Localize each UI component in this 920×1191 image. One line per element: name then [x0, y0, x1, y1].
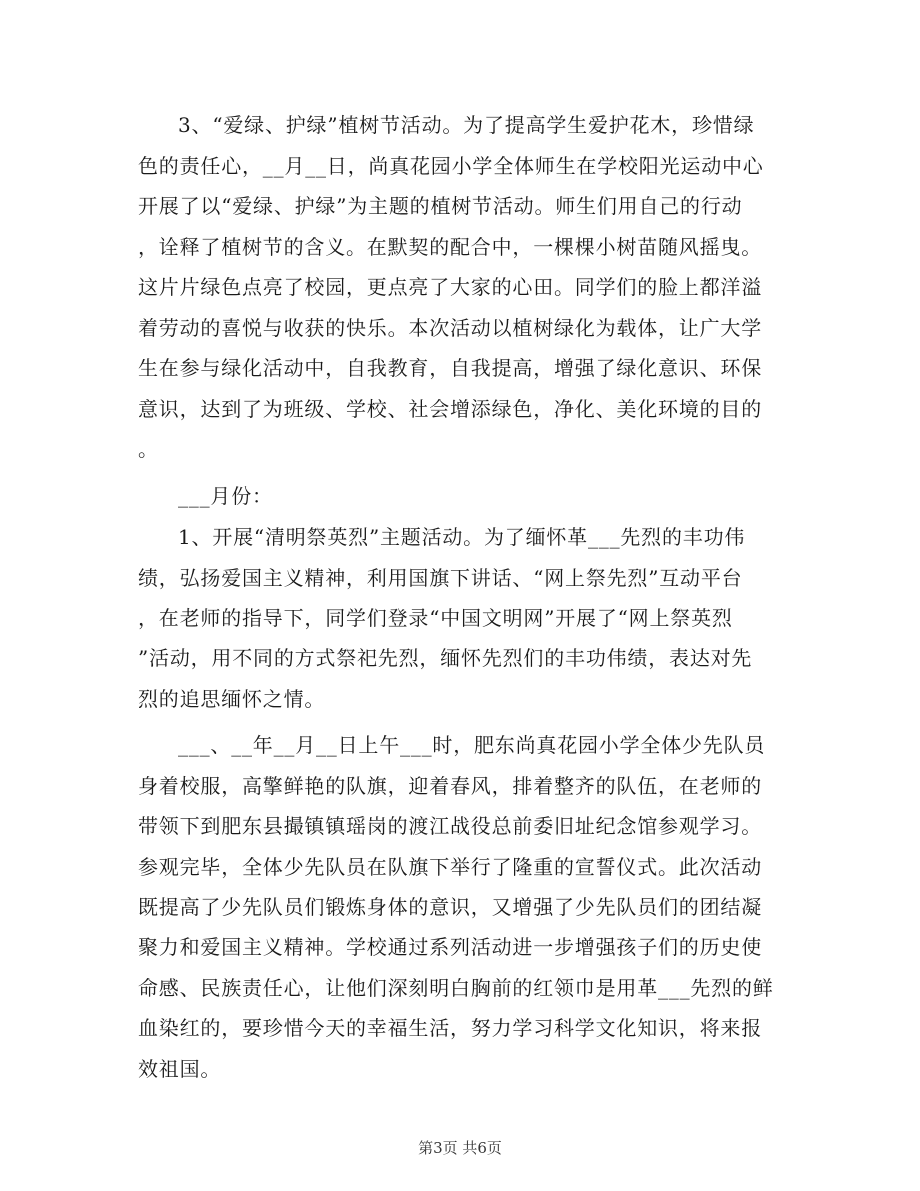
paragraph-3-line-6: 聚力和爱国主义精神。学校通过系列活动进一步增强孩子们的历史使: [138, 935, 762, 959]
paragraph-3-line-5: 既提高了少先队员们锻炼身体的意识，又增强了少先队员们的团结凝: [138, 895, 762, 919]
paragraph-1-line-5: 这片片绿色点亮了校园，更点亮了大家的心田。同学们的脸上都洋溢: [138, 275, 762, 299]
paragraph-3-line-1: ___、__年__月__日上午___时，肥东尚真花园小学全体少先队员: [178, 733, 766, 757]
page-number-footer: 第3页 共6页: [418, 1139, 502, 1157]
paragraph-2-line-2: 绩，弘扬爱国主义精神，利用国旗下讲话、“网上祭先烈”互动平台: [138, 566, 743, 590]
paragraph-3-line-2: 身着校服，高擎鲜艳的队旗，迎着春风，排着整齐的队伍，在老师的: [138, 774, 762, 798]
paragraph-2-line-3: ，在老师的指导下，同学们登录“中国文明网”开展了“网上祭英烈: [138, 606, 733, 630]
paragraph-3-line-3: 带领下到肥东县撮镇镇瑶岗的渡江战役总前委旧址纪念馆参观学习。: [138, 814, 762, 838]
paragraph-1-line-4: ，诠释了植树节的含义。在默契的配合中，一棵棵小树苗随风摇曳。: [138, 235, 762, 259]
paragraph-1-line-9: 。: [138, 437, 159, 461]
paragraph-1-line-2: 色的责任心，__月__日，尚真花园小学全体师生在学校阳光运动中心: [138, 154, 764, 178]
paragraph-1-line-3: 开展了以“爱绿、护绿”为主题的植树节活动。师生们用自己的行动: [138, 194, 743, 218]
paragraph-2-line-1: 1、开展“清明祭英烈”主题活动。为了缅怀革___先烈的丰功伟: [178, 525, 746, 549]
paragraph-1-line-1: 3、“爱绿、护绿”植树节活动。为了提高学生爱护花木，珍惜绿: [178, 113, 755, 137]
paragraph-1-line-8: 意识，达到了为班级、学校、社会增添绿色，净化、美化环境的目的: [138, 397, 762, 421]
paragraph-2-line-5: 烈的追思缅怀之情。: [138, 687, 326, 711]
paragraph-1-line-7: 生在参与绿化活动中，自我教育，自我提高，增强了绿化意识、环保: [138, 356, 762, 380]
paragraph-3-line-4: 参观完毕，全体少先队员在队旗下举行了隆重的宣誓仪式。此次活动: [138, 855, 762, 879]
paragraph-1-line-6: 着劳动的喜悦与收获的快乐。本次活动以植树绿化为载体，让广大学: [138, 316, 762, 340]
month-heading: ___月份：: [178, 484, 273, 508]
paragraph-2-line-4: ”活动，用不同的方式祭祀先烈，缅怀先烈们的丰功伟绩，表达对先: [138, 646, 753, 670]
paragraph-3-line-9: 效祖国。: [138, 1057, 222, 1081]
paragraph-3-line-8: 血染红的，要珍惜今天的幸福生活，努力学习科学文化知识，将来报: [138, 1016, 762, 1040]
paragraph-3-line-7: 命感、民族责任心，让他们深刻明白胸前的红领巾是用革___先烈的鲜: [138, 976, 774, 1000]
